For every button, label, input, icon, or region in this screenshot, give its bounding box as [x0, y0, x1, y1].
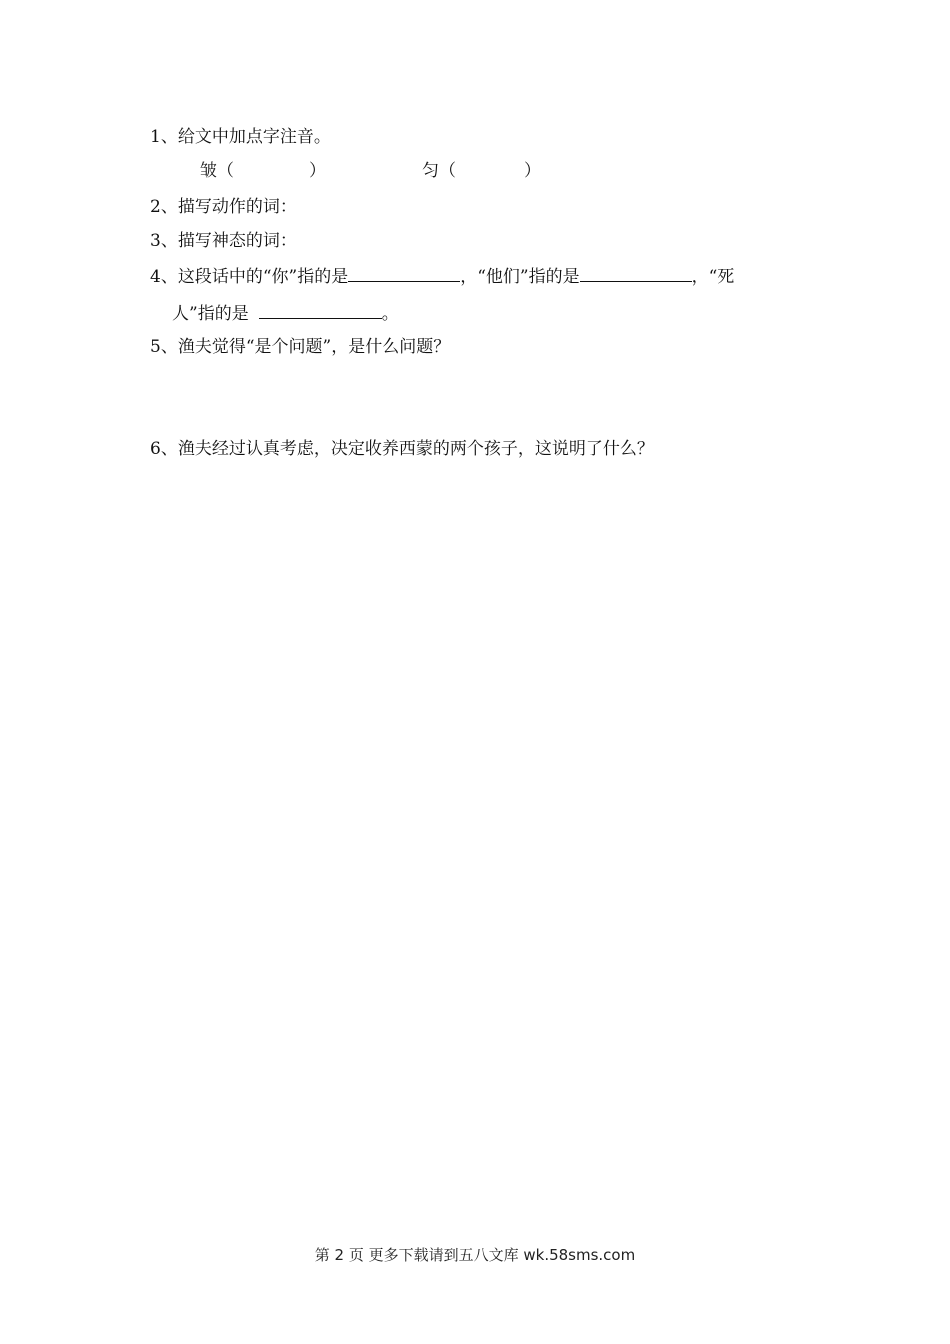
question-2	[150, 195, 297, 219]
question-4-part-1: 4、这段话中的“你”指的是	[150, 267, 349, 287]
question-4	[150, 263, 734, 289]
question-6	[150, 437, 654, 461]
page-footer	[0, 1244, 950, 1265]
pinyin-char-1: 皱（	[200, 161, 234, 181]
question-4-part-3: ，“死	[691, 267, 735, 287]
answer-blank-2[interactable]	[580, 263, 692, 282]
question-3	[150, 229, 297, 253]
footer-text: 第 2 页 更多下载请到五八文库 wk.58sms.com	[314, 1246, 636, 1264]
question-6-text: 6、渔夫经过认真考虑，决定收养西蒙的两个孩子，这说明了什么？	[150, 439, 654, 459]
question-2-text: 2、描写动作的词：	[150, 197, 297, 217]
pinyin-close-1: ）	[309, 161, 326, 181]
answer-blank-3[interactable]	[259, 300, 382, 319]
question-4-part-5: 。	[381, 304, 399, 324]
question-4-part-2: ，“他们”指的是	[460, 267, 580, 287]
question-1	[150, 125, 331, 149]
pinyin-close-2: ）	[524, 161, 541, 181]
question-4-part-4: 人”指的是	[172, 304, 249, 324]
question-5	[150, 335, 450, 359]
question-4-continued	[172, 300, 399, 326]
answer-blank-1[interactable]	[348, 263, 460, 282]
question-5-text: 5、渔夫觉得“是个问题”，是什么问题？	[150, 337, 451, 357]
pinyin-char-2: 匀（	[422, 161, 456, 181]
question-1-pinyin-row	[200, 159, 541, 183]
question-3-text: 3、描写神态的词：	[150, 231, 297, 251]
question-1-text: 1、给文中加点字注音。	[150, 127, 331, 147]
